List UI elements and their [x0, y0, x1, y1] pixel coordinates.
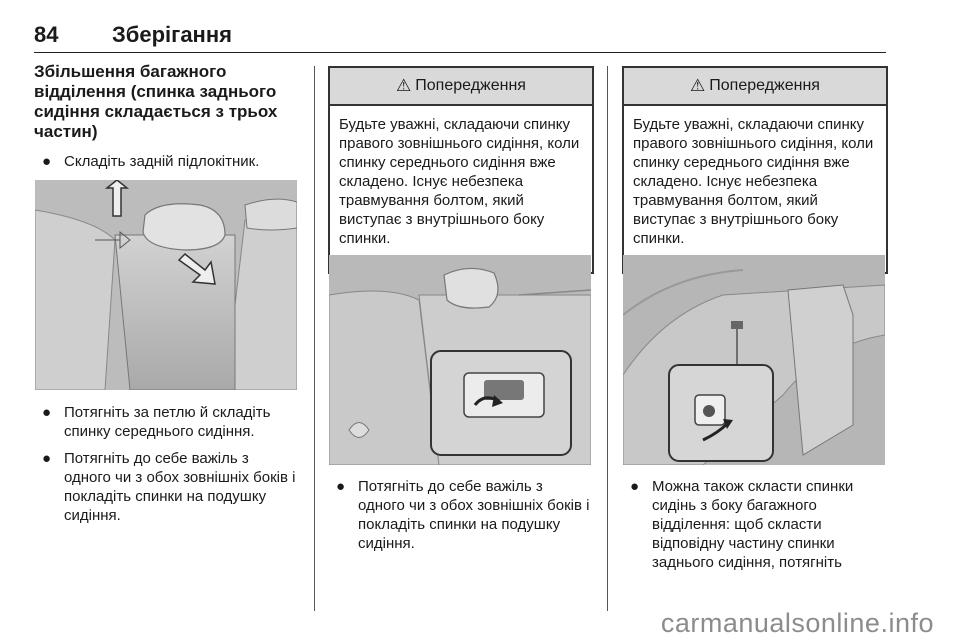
section-title: Збільшення багажного відділення (спинка заднього сидіння складається з трьох частин) [34, 62, 278, 141]
bullet-icon: ● [42, 153, 52, 170]
bullet-icon: ● [42, 404, 52, 421]
running-title: Зберігання [112, 22, 232, 47]
illustration-seat-lever [329, 255, 591, 465]
warning-title: Попередження [709, 77, 820, 94]
column-2-lower [328, 477, 590, 553]
list-item-text: Потягніть до себе важіль з одного чи з обох зовнішніх боків і покладіть спинки на подушку сидіння. [358, 478, 590, 552]
bullet-icon: ● [42, 450, 52, 467]
bullet-icon: ● [630, 478, 640, 495]
warning-text: Будьте уважні, складаючи спинку правого зовнішнього сидіння, коли спинку середнього сидіння вже складено. Існує небезпека травмування болтом, який виступає з внутрішнього боку спинки. [633, 116, 874, 247]
column-divider [607, 66, 608, 611]
warning-header [330, 68, 592, 106]
list-item-text: Можна також скласти спинки сидінь з боку багажного відділення: щоб скласти відповідну частину спинки заднього сидіння, потягніть [652, 478, 854, 571]
lever-illustration [329, 255, 591, 465]
page-number: 84 [34, 22, 59, 47]
list-item [34, 403, 296, 441]
list-item-text: Потягніть за петлю й складіть спинку середнього сидіння. [64, 404, 271, 440]
bullet-icon: ● [336, 478, 346, 495]
trunk-illustration [623, 255, 885, 465]
warning-box [622, 66, 888, 274]
warning-header [624, 68, 886, 106]
seat-illustration [35, 180, 297, 390]
warning-icon: ⚠ [396, 76, 412, 95]
list-item [34, 449, 296, 525]
column-1 [34, 62, 296, 171]
illustration-trunk-release [623, 255, 885, 465]
warning-box [328, 66, 594, 274]
watermark: carmanualsonline.info [660, 608, 934, 638]
list-item-text: Складіть задній підлокітник. [64, 153, 260, 170]
list-item [34, 152, 296, 171]
list-item [622, 477, 884, 572]
column-1-lower [34, 403, 296, 525]
list-item [328, 477, 590, 553]
illustration-rear-seat-armrest [35, 180, 297, 390]
column-3-lower [622, 477, 884, 572]
page-header [34, 22, 886, 53]
warning-title: Попередження [415, 77, 526, 94]
list-item-text: Потягніть до себе важіль з одного чи з обох зовнішніх боків і покладіть спинки на подушку сидіння. [64, 450, 296, 524]
warning-text: Будьте уважні, складаючи спинку правого зовнішнього сидіння, коли спинку середнього сидіння вже складено. Існує небезпека травмування болтом, який виступає з внутрішнього боку спинки. [339, 116, 580, 247]
warning-icon: ⚠ [690, 76, 706, 95]
column-divider [314, 66, 315, 611]
